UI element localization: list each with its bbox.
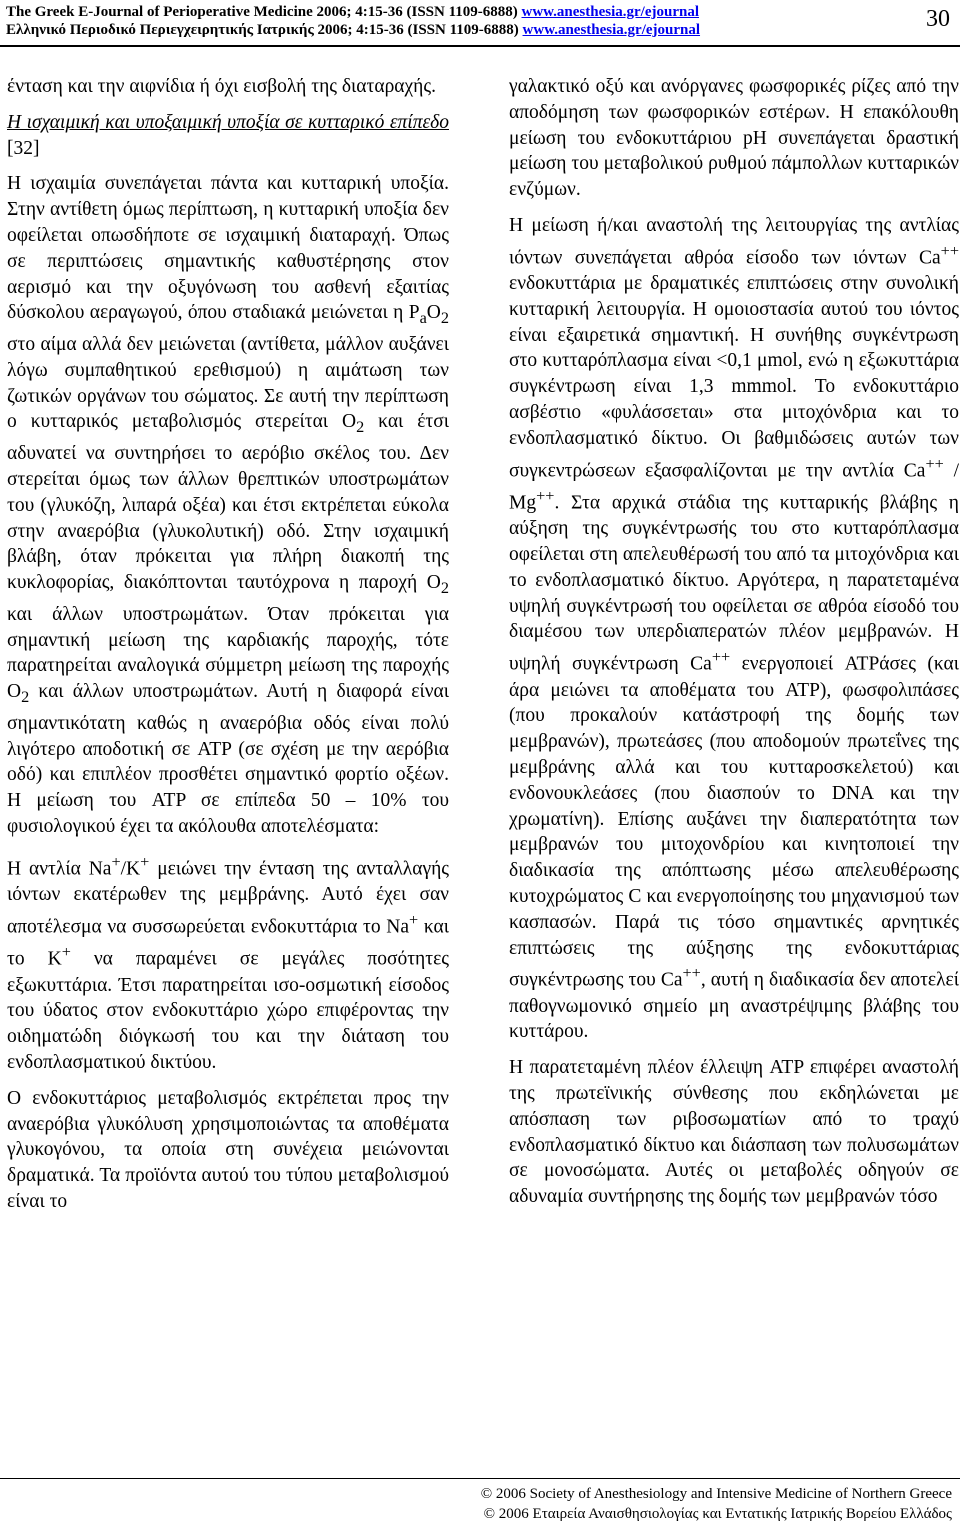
page-number: 30 bbox=[926, 6, 950, 32]
left-column bbox=[7, 74, 449, 1225]
copyright-footer bbox=[0, 1484, 960, 1524]
superscript-plus: + bbox=[61, 943, 71, 962]
subscript-2: 2 bbox=[356, 418, 365, 437]
section-heading-text: Η ισχαιμική και υποξαιμική υποξία σε κυτταρικό επίπεδο bbox=[7, 111, 449, 133]
section-heading bbox=[7, 110, 449, 162]
subscript-2: 2 bbox=[440, 579, 449, 598]
section-heading-ref: [32] bbox=[7, 137, 40, 159]
right-paragraph-calcium: Η μείωση ή/και αναστολή της λειτουργίας της αντλίας ιόντων συνεπάγεται αθρόα είσοδο των ιόντων Ca++ ενδοκυττάρια με δραματικές επιπτώσεις στην συνολική κυτταρική λειτουργία. Η ομοιοστασία αυτού του ιόντος είναι εξαιρετικά σημαντική. Η συνήθης συγκέντρωση στο κυτταρόπλασμα είναι <0,1 μmol, ενώ η εξωκυττάρια συγκέντρωση είναι 1,3 mmmol. Το ενδοκυττάριο ασβέστιο «φυλάσσεται» στα μιτοχόνδρια και το ενδοπλασματικό δίκτυο. Οι βαθμιδώσεις αυτών των συγκεντρώσεων εξασφαλίζονται με την αντλία Ca++ / Mg++. Στα αρχικά στάδια της κυτταρικής βλάβης η αύξηση της συγκέντρωσής του στο κυτταρόπλασμα οφείλεται στη απελευθέρωσή του από τα μιτοχόνδρια και το ενδοπλασματικό δίκτυο. Αργότερα, η παρατεταμένα υψηλή συγκέντρωσή του οφείλεται σε αθρόα είσοδό του διαμέσου των υπερδιαπερατών πλέον μεμβρανών. Η υψηλή συγκέντρωση Ca++ ενεργοποιεί ATPάσες (και άρα μειώνει τα αποθέματα του ATP), φωσφολιπάσες (που προκαλούν κατάστροφή της δομής των μεμβρανών), πρωτεάσες (που αποδομούν πρωτεΐνες της μεμβράνης αλλά και του κυτταροσκελετού) και ενδονουκλεάσες (που διασπούν το DNA και την χρωματίνη). Επίσης αυξάνει την διαπερατότητα των μεμβρανών του μιτοχονδρίου και κινητοποιεί την διαδικασία της απόπτωσης μέσω απελευθέρωσης κυτοχρώματος C και ενεργοποίησης του μηχανισμού των κασπασών. Παρά τις τόσο σημαντικές αρνητικές επιπτώσεις της αύξησης της ενδοκυττάριας συγκέντρωσης του Ca++, αυτή η διαδικασία δεν αποτελεί παθογνωμονικό σημείο μη αναστρέψιμης βλάβης του κυττάρου. bbox=[509, 214, 960, 1043]
subscript-2: 2 bbox=[21, 688, 30, 707]
superscript-plusplus: ++ bbox=[711, 648, 731, 667]
journal-link-gr[interactable]: www.anesthesia.gr/ejournal bbox=[522, 22, 701, 38]
superscript-plus: + bbox=[111, 852, 121, 871]
superscript-plusplus: ++ bbox=[925, 454, 944, 473]
subscript-a: a bbox=[419, 309, 427, 328]
journal-header bbox=[6, 3, 946, 39]
copyright-english: © 2006 Society of Anesthesiology and Intensive Medicine of Northern Greece bbox=[480, 1486, 952, 1502]
right-column bbox=[509, 74, 959, 1220]
left-paragraph-intro: ένταση και την αιφνίδια ή όχι εισβολή της διαταραχής. bbox=[7, 76, 436, 97]
superscript-plusplus: ++ bbox=[682, 964, 701, 983]
right-paragraph-lactate: γαλακτικό οξύ και ανόργανες φωσφορικές ρίζες από την αποδόμηση των φωσφορικών εστέρων. Η επακόλουθη μείωση του ενδοκυττάριου pH συνεπάγεται δραστική μείωση του μεταβολικού ρυθμού πάμπολλων κυτταρικών ενζύμων. bbox=[509, 76, 959, 201]
superscript-plusplus: ++ bbox=[940, 241, 959, 260]
header-line-greek: Ελληνικό Περιοδικό Περιεγχειρητικής Ιατρικής 2006; 4:15-36 (ISSN 1109-6888) www.anesthesia.gr/ejournal bbox=[6, 22, 701, 38]
superscript-plus: + bbox=[140, 852, 150, 871]
header-divider bbox=[0, 45, 960, 47]
journal-link-en[interactable]: www.anesthesia.gr/ejournal bbox=[521, 4, 699, 20]
right-paragraph-atp: Η παρατεταμένη πλέον έλλειψη ATP επιφέρει αναστολή της πρωτεϊνικής σύνθεσης που εκδηλώνεται με απόσπαση των ριβοσωματίων από το τραχύ ενδοπλασματικό δίκτυο και διάσπαση των πολυσωμάτων σε μονοσώματα. Αυτές οι μεταβολές οδηγούν σε αδυναμία συντήρησης της δομής των μεμβρανών τόσο bbox=[509, 1057, 959, 1208]
superscript-plusplus: ++ bbox=[536, 486, 555, 505]
left-paragraph-metabolism: Ο ενδοκυττάριος μεταβολισμός εκτρέπεται προς την αναερόβια γλυκόλυση χρησιμοποιώντας τα αποθέματα γλυκογόνου, τα οποία στη συνέχεια μειώνονται δραματικά. Τα προϊόντα αυτού του τύπου μεταβολισμού είναι το bbox=[7, 1087, 449, 1212]
header-line-english: The Greek E-Journal of Perioperative Medicine 2006; 4:15-36 (ISSN 1109-6888) www.anesthesia.gr/ejournal bbox=[6, 4, 699, 20]
left-paragraph-pump: Η αντλία Na+/K+ μειώνει την ένταση της ανταλλαγής ιόντων εκατέρωθεν της μεμβράνης. Αυτό έχει σαν αποτέλεσμα να συσσωρεύεται ενδοκυττάρια το Na+ και το K+ να παραμένει σε μεγάλες ποσότητες εξωκυττάρια. Έτσι παρατηρείται ισο-οσμωτική είσοδος του ύδατος στον ενδοκυττάριο χώρο επιφέροντας την οιδηματώδη διόγκωσή του και την διάταση του ενδοπλασματικού δικτύου. bbox=[7, 852, 450, 1073]
footer-divider bbox=[0, 1478, 960, 1479]
superscript-plus: + bbox=[409, 910, 419, 929]
left-paragraph-ischemia: Η ισχαιμία συνεπάγεται πάντα και κυτταρική υποξία. Στην αντίθετη όμως περίπτωση, η κυτταρική υποξία δεν οφείλεται οπωσδήποτε σε ισχαιμική διαταραχή. Όπως σε περιπτώσεις σημαντικής καθυστέρησης στον αερισμό και την οξυγόνωση του ασθενή εξαιτίας δύσκολου αεραγωγού, όπου σταδιακά μειώνεται η $P_aO_2$ στο αίμα αλλά δεν μειώνεται (αντίθετα, μάλλον αυξάνει λόγω συμπαθητικού ερεθισμού) η αιμάτωση των ζωτικών οργάνων του σώματος. Σε αυτή την περίπτωση ο κυτταρικός μεταβολισμός στερείται $O_2$ και έτσι αδυνατεί να συντηρήσει το αερόβιο σκέλος του. Δεν στερείται όμως των άλλων θρεπτικών υποστρωμάτων του (γλυκόζη, λιπαρά οξέα) και έτσι εκτρέπεται εύκολα στην αναερόβια (γλυκολυτική) οδό. Στην ισχαιμική βλάβη, όταν πρόκειται για πλήρη διακοπή της κυκλοφορίας, διακόπτονται ταυτόχρονα η παροχή $O_2$ και άλλων υποστρωμάτων. Όταν πρόκειται για σημαντική μείωση της καρδιακής παροχής, τότε παρατηρείται αναλογικά σύμμετρη μείωση της παροχής $O_2$ και άλλων υποστρωμάτων. Αυτή η διαφορά είναι σημαντικότατη καθώς η αναερόβια οδός είναι πολύ λιγότερο αποδοτική σε ATP (σε σχέση με την αερόβια οδό) και επιπλέον προσθέτει σημαντικό φορτίο οξέων. Η μείωση του ATP σε επίπεδα 50 – 10% του φυσιολογικού έχει τα ακόλουθα αποτελέσματα: bbox=[7, 173, 449, 838]
subscript-2: 2 bbox=[440, 309, 449, 328]
copyright-greek: © 2006 Εταιρεία Αναισθησιολογίας και Εντατικής Ιατρικής Βορείου Ελλάδος bbox=[483, 1506, 952, 1522]
